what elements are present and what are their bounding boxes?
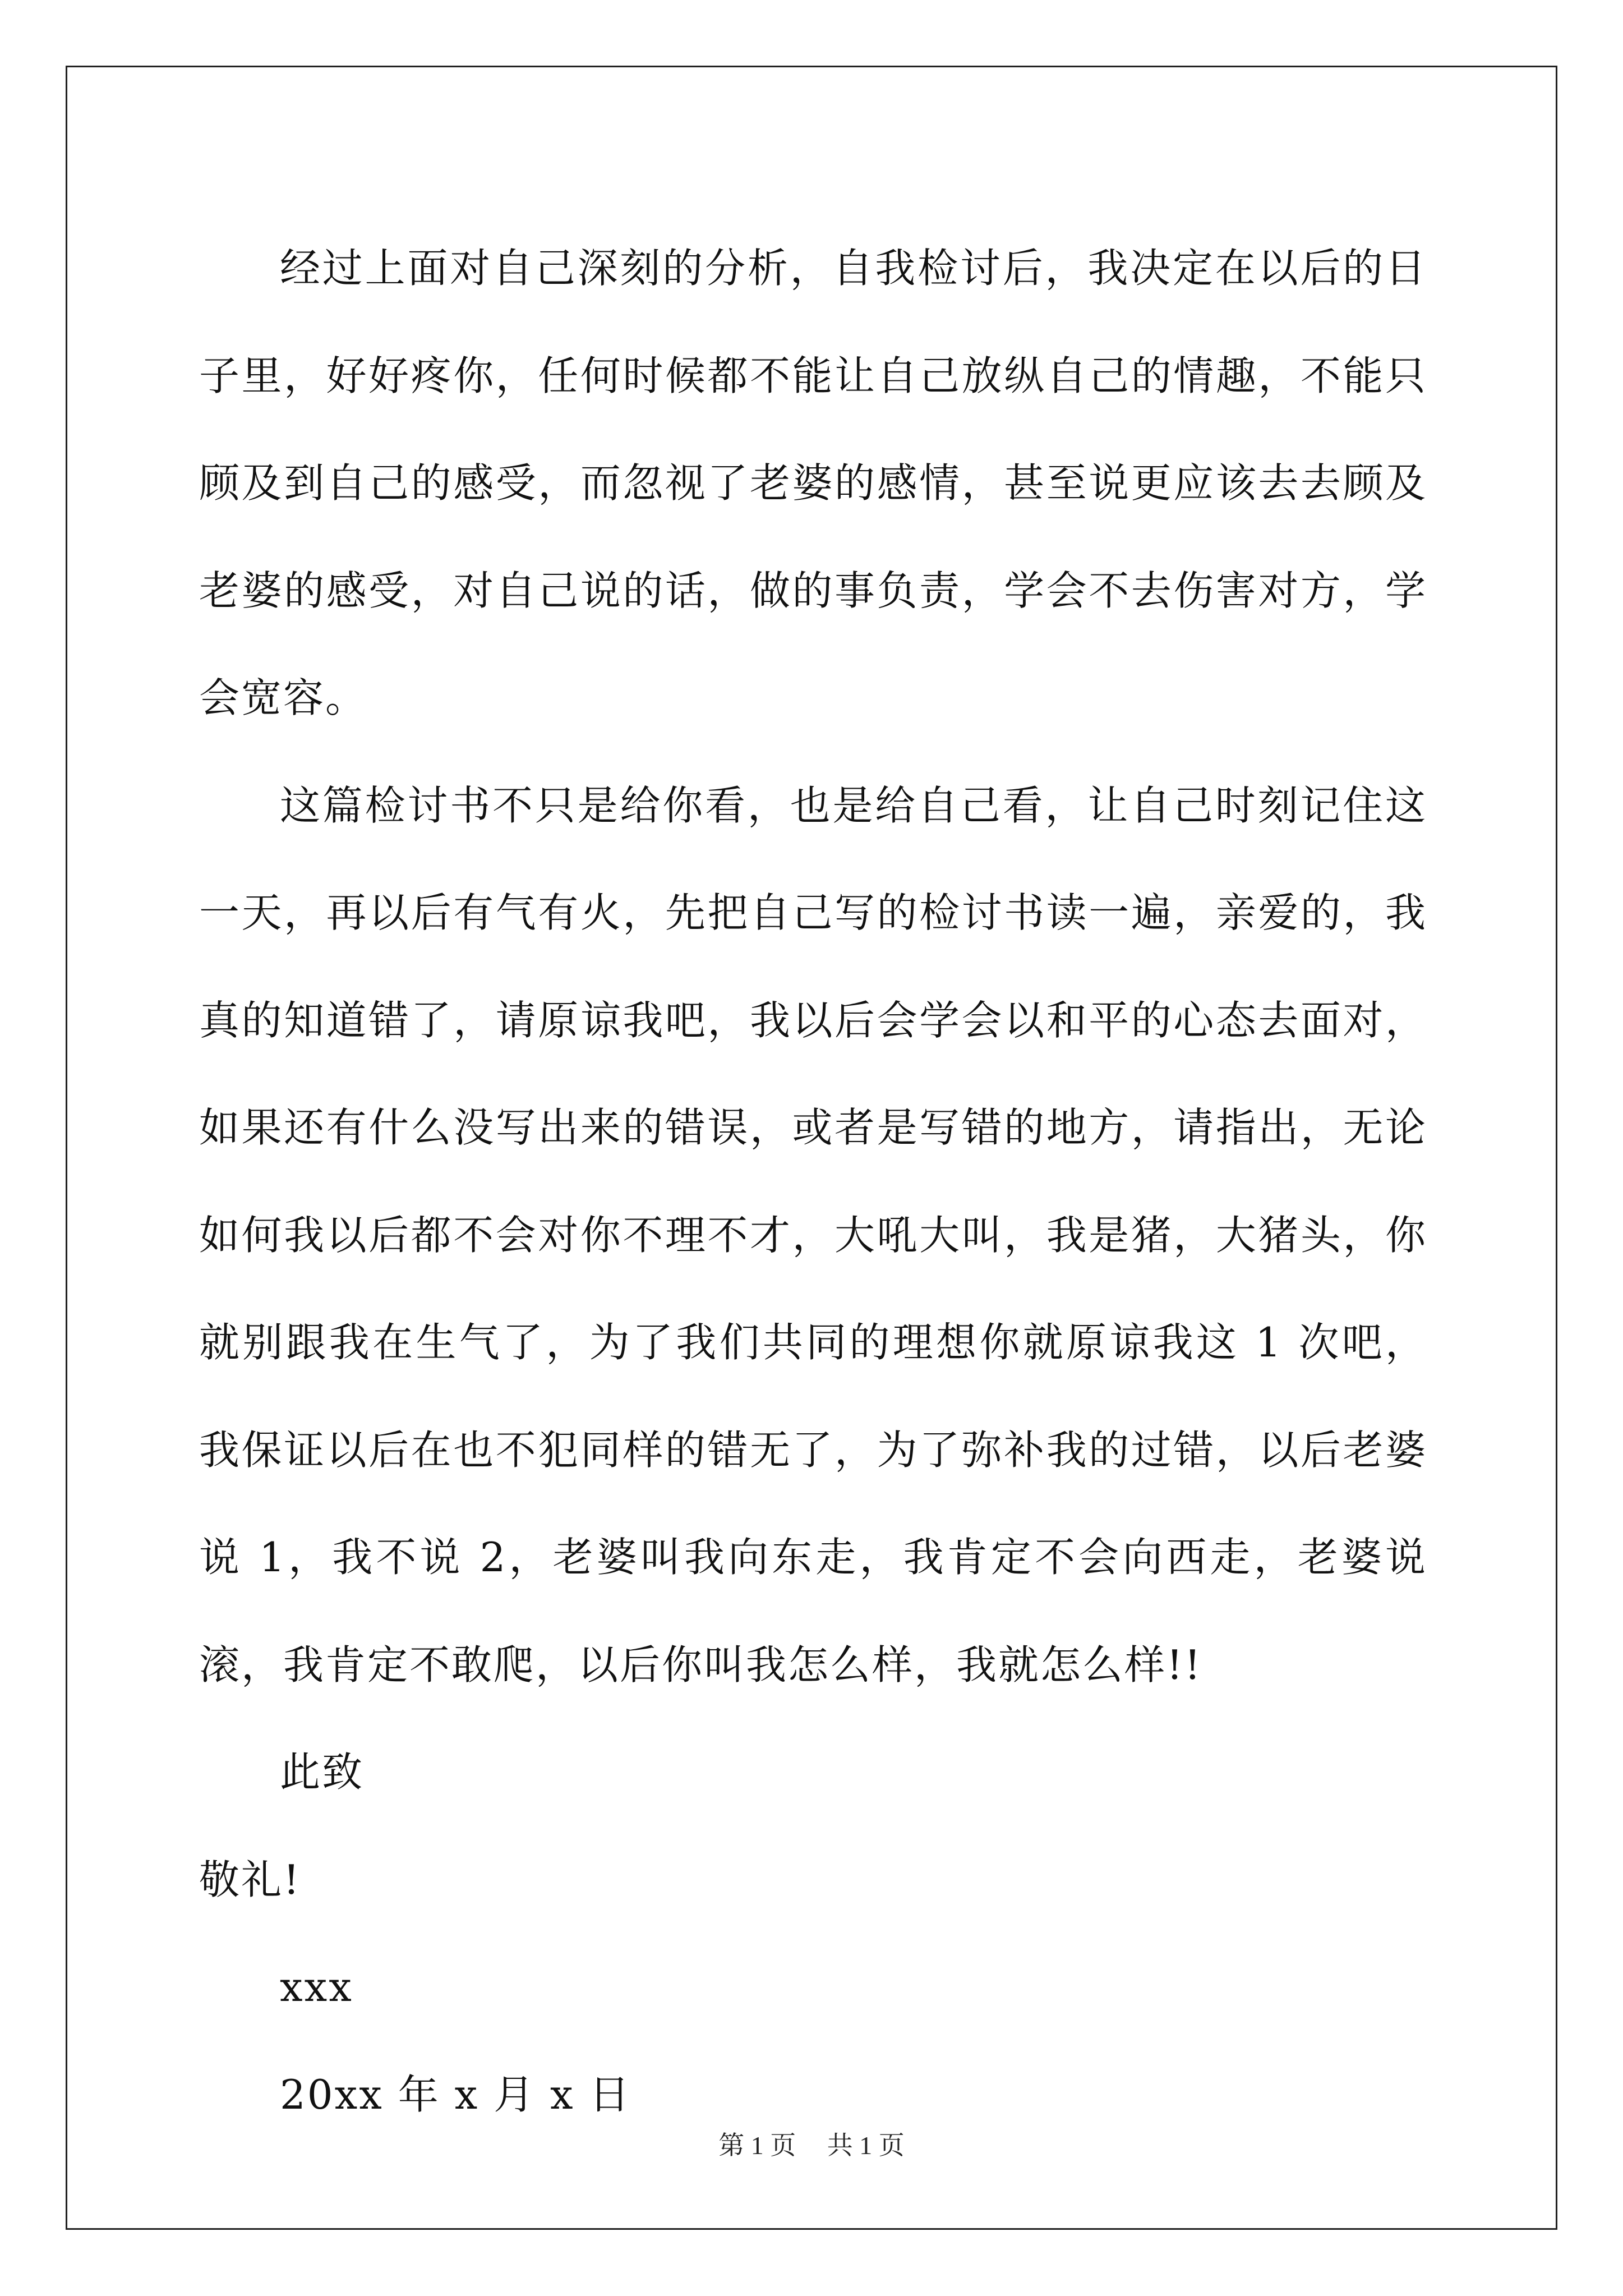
document-body bbox=[199, 215, 1427, 2148]
page-number: 第 1 页 bbox=[718, 2131, 796, 2160]
page-count: 共 1 页 bbox=[827, 2131, 905, 2160]
salute-line: 敬礼! bbox=[199, 1856, 301, 1903]
signature: xxx bbox=[280, 1963, 353, 2010]
date-line: 20xx 年 x 月 x 日 bbox=[280, 2070, 631, 2118]
paragraph-1: 经过上面对自己深刻的分析，自我检讨后，我决定在以后的日子里，好好疼你，任何时候都不能让自己放纵自己的情趣，不能只顾及到自己的感受，而忽视了老婆的感情，甚至说更应该去去顾及老婆的感受，对自己说的话，做的事负责，学会不去伤害对方，学会宽容。 bbox=[199, 245, 1427, 721]
paragraph-2: 这篇检讨书不只是给你看，也是给自己看，让自己时刻记住这一天，再以后有气有火，先把自己写的检讨书读一遍，亲爱的，我真的知道错了，请原谅我吧，我以后会学会以和平的心态去面对，如果还有什么没写出来的错误，或者是写错的地方，请指出，无论如何我以后都不会对你不理不才，大吼大叫，我是猪，大猪头，你就别跟我在生气了，为了我们共同的理想你就原谅我这 1 次吧，我保证以后在也不犯同样的错无了，为了弥补我的过错，以后老婆说 1，我不说 2，老婆叫我向东走，我肯定不会向西走，老婆说滚，我肯定不敢爬，以后你叫我怎么样，我就怎么样!! bbox=[199, 781, 1427, 1688]
page-footer bbox=[0, 2125, 1623, 2162]
closing-line: 此致 bbox=[280, 1749, 365, 1796]
